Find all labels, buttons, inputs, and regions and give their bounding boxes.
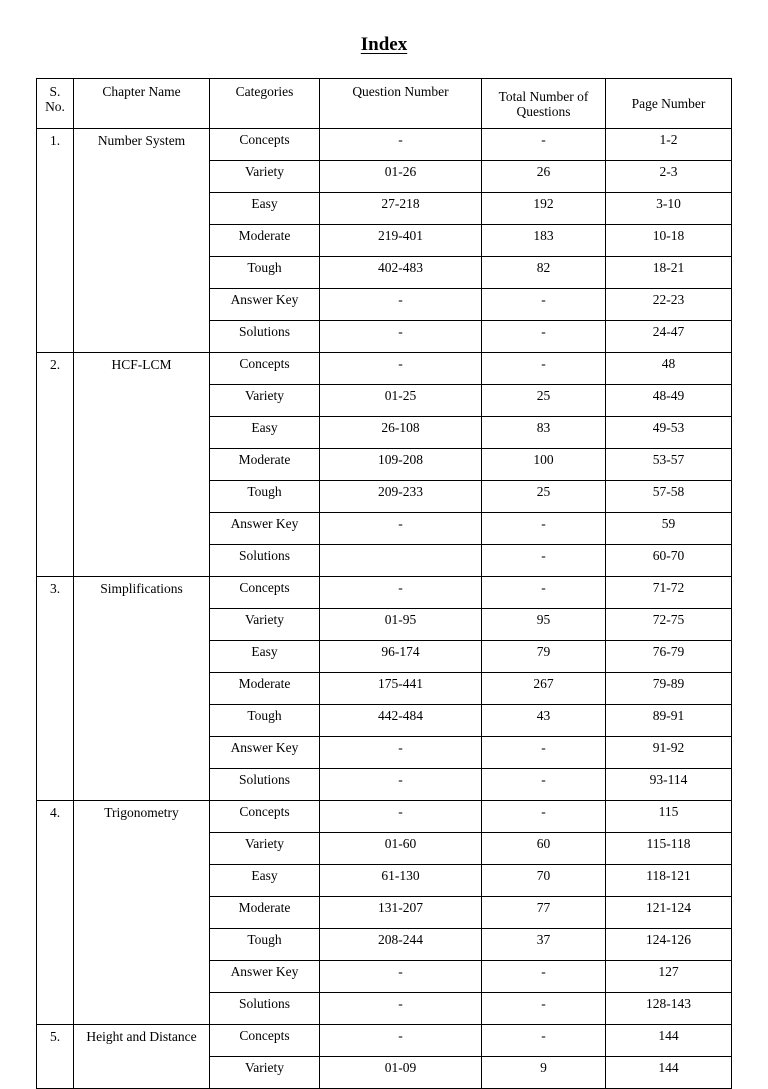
header-total-questions: Total Number of Questions — [482, 79, 606, 129]
question-number-cell: 26-108 — [320, 417, 482, 449]
total-questions-cell: 77 — [482, 897, 606, 929]
total-questions-cell: 43 — [482, 705, 606, 737]
category-cell: Easy — [210, 641, 320, 673]
question-number-cell: - — [320, 353, 482, 385]
question-number-cell: - — [320, 289, 482, 321]
total-questions-cell: - — [482, 129, 606, 161]
index-table — [36, 78, 732, 1089]
question-number-cell: 01-25 — [320, 385, 482, 417]
total-questions-cell: 83 — [482, 417, 606, 449]
question-number-cell: - — [320, 737, 482, 769]
question-number-cell: - — [320, 769, 482, 801]
header-sno: S. No. — [37, 79, 74, 129]
question-number-cell: 175-441 — [320, 673, 482, 705]
question-number-cell: 61-130 — [320, 865, 482, 897]
page-number-cell: 144 — [606, 1025, 732, 1057]
category-cell: Concepts — [210, 577, 320, 609]
category-cell: Concepts — [210, 129, 320, 161]
page-title: Index — [360, 34, 408, 55]
total-questions-cell: - — [482, 289, 606, 321]
question-number-cell: 219-401 — [320, 225, 482, 257]
page-number-cell: 57-58 — [606, 481, 732, 513]
category-cell: Concepts — [210, 801, 320, 833]
total-questions-cell: 82 — [482, 257, 606, 289]
page-number-cell: 144 — [606, 1057, 732, 1089]
page-number-cell: 127 — [606, 961, 732, 993]
table-row — [37, 353, 732, 385]
serial-number-cell: 1. — [37, 129, 74, 353]
header-row — [37, 79, 732, 129]
total-questions-cell: - — [482, 1025, 606, 1057]
page-number-cell: 93-114 — [606, 769, 732, 801]
total-questions-cell: 79 — [482, 641, 606, 673]
page-number-cell: 48-49 — [606, 385, 732, 417]
page-number-cell: 72-75 — [606, 609, 732, 641]
total-questions-cell: - — [482, 545, 606, 577]
serial-number-cell: 2. — [37, 353, 74, 577]
question-number-cell: - — [320, 993, 482, 1025]
chapter-name-cell: Trigonometry — [74, 801, 210, 1025]
page-number-cell: 18-21 — [606, 257, 732, 289]
category-cell: Easy — [210, 193, 320, 225]
page-number-cell: 115 — [606, 801, 732, 833]
chapter-name-cell: Simplifications — [74, 577, 210, 801]
category-cell: Solutions — [210, 321, 320, 353]
category-cell: Concepts — [210, 1025, 320, 1057]
category-cell: Concepts — [210, 353, 320, 385]
category-cell: Easy — [210, 865, 320, 897]
page-number-cell: 115-118 — [606, 833, 732, 865]
total-questions-cell: - — [482, 577, 606, 609]
page-number-cell: 1-2 — [606, 129, 732, 161]
total-questions-cell: - — [482, 993, 606, 1025]
question-number-cell: 27-218 — [320, 193, 482, 225]
category-cell: Variety — [210, 609, 320, 641]
question-number-cell: 01-09 — [320, 1057, 482, 1089]
page-number-cell: 71-72 — [606, 577, 732, 609]
total-questions-cell: 183 — [482, 225, 606, 257]
question-number-cell: 01-60 — [320, 833, 482, 865]
category-cell: Solutions — [210, 993, 320, 1025]
header-page-number: Page Number — [606, 79, 732, 129]
serial-number-cell: 4. — [37, 801, 74, 1025]
total-questions-cell: - — [482, 801, 606, 833]
category-cell: Tough — [210, 705, 320, 737]
question-number-cell: 442-484 — [320, 705, 482, 737]
category-cell: Solutions — [210, 769, 320, 801]
total-questions-cell: 70 — [482, 865, 606, 897]
page-number-cell: 3-10 — [606, 193, 732, 225]
total-questions-cell: 100 — [482, 449, 606, 481]
category-cell: Variety — [210, 385, 320, 417]
total-questions-cell: - — [482, 769, 606, 801]
page-number-cell: 121-124 — [606, 897, 732, 929]
question-number-cell: - — [320, 577, 482, 609]
total-questions-cell: 192 — [482, 193, 606, 225]
page-number-cell: 91-92 — [606, 737, 732, 769]
page-number-cell: 53-57 — [606, 449, 732, 481]
page-number-cell: 49-53 — [606, 417, 732, 449]
header-question-number: Question Number — [320, 79, 482, 129]
category-cell: Tough — [210, 481, 320, 513]
category-cell: Easy — [210, 417, 320, 449]
index-body — [37, 129, 732, 1089]
category-cell: Moderate — [210, 673, 320, 705]
total-questions-cell: 25 — [482, 481, 606, 513]
serial-number-cell: 5. — [37, 1025, 74, 1089]
question-number-cell: 131-207 — [320, 897, 482, 929]
category-cell: Tough — [210, 929, 320, 961]
page-number-cell: 118-121 — [606, 865, 732, 897]
question-number-cell: 96-174 — [320, 641, 482, 673]
page-number-cell: 48 — [606, 353, 732, 385]
chapter-name-cell: Height and Distance — [74, 1025, 210, 1089]
page-number-cell: 76-79 — [606, 641, 732, 673]
category-cell: Moderate — [210, 225, 320, 257]
question-number-cell: 208-244 — [320, 929, 482, 961]
page-number-cell: 89-91 — [606, 705, 732, 737]
question-number-cell: 402-483 — [320, 257, 482, 289]
category-cell: Variety — [210, 833, 320, 865]
question-number-cell: 109-208 — [320, 449, 482, 481]
table-row — [37, 129, 732, 161]
question-number-cell — [320, 545, 482, 577]
category-cell: Moderate — [210, 449, 320, 481]
total-questions-cell: 95 — [482, 609, 606, 641]
total-questions-cell: - — [482, 353, 606, 385]
total-questions-cell: 37 — [482, 929, 606, 961]
total-questions-cell: 25 — [482, 385, 606, 417]
page-number-cell: 79-89 — [606, 673, 732, 705]
question-number-cell: 209-233 — [320, 481, 482, 513]
total-questions-cell: 9 — [482, 1057, 606, 1089]
category-cell: Moderate — [210, 897, 320, 929]
table-row — [37, 577, 732, 609]
category-cell: Answer Key — [210, 961, 320, 993]
total-questions-cell: - — [482, 513, 606, 545]
category-cell: Solutions — [210, 545, 320, 577]
page-number-cell: 128-143 — [606, 993, 732, 1025]
total-questions-cell: - — [482, 961, 606, 993]
category-cell: Tough — [210, 257, 320, 289]
page-number-cell: 22-23 — [606, 289, 732, 321]
total-questions-cell: - — [482, 321, 606, 353]
category-cell: Variety — [210, 1057, 320, 1089]
page-number-cell: 24-47 — [606, 321, 732, 353]
total-questions-cell: 60 — [482, 833, 606, 865]
category-cell: Variety — [210, 161, 320, 193]
page-number-cell: 59 — [606, 513, 732, 545]
question-number-cell: - — [320, 129, 482, 161]
question-number-cell: 01-95 — [320, 609, 482, 641]
question-number-cell: - — [320, 801, 482, 833]
serial-number-cell: 3. — [37, 577, 74, 801]
header-categories: Categories — [210, 79, 320, 129]
table-row — [37, 801, 732, 833]
table-row — [37, 1025, 732, 1057]
header-chapter-name: Chapter Name — [74, 79, 210, 129]
category-cell: Answer Key — [210, 513, 320, 545]
category-cell: Answer Key — [210, 737, 320, 769]
question-number-cell: - — [320, 1025, 482, 1057]
total-questions-cell: 26 — [482, 161, 606, 193]
page-number-cell: 10-18 — [606, 225, 732, 257]
question-number-cell: - — [320, 961, 482, 993]
total-questions-cell: 267 — [482, 673, 606, 705]
chapter-name-cell: HCF-LCM — [74, 353, 210, 577]
question-number-cell: 01-26 — [320, 161, 482, 193]
question-number-cell: - — [320, 513, 482, 545]
question-number-cell: - — [320, 321, 482, 353]
page-number-cell: 2-3 — [606, 161, 732, 193]
total-questions-cell: - — [482, 737, 606, 769]
chapter-name-cell: Number System — [74, 129, 210, 353]
page-number-cell: 124-126 — [606, 929, 732, 961]
category-cell: Answer Key — [210, 289, 320, 321]
page-number-cell: 60-70 — [606, 545, 732, 577]
